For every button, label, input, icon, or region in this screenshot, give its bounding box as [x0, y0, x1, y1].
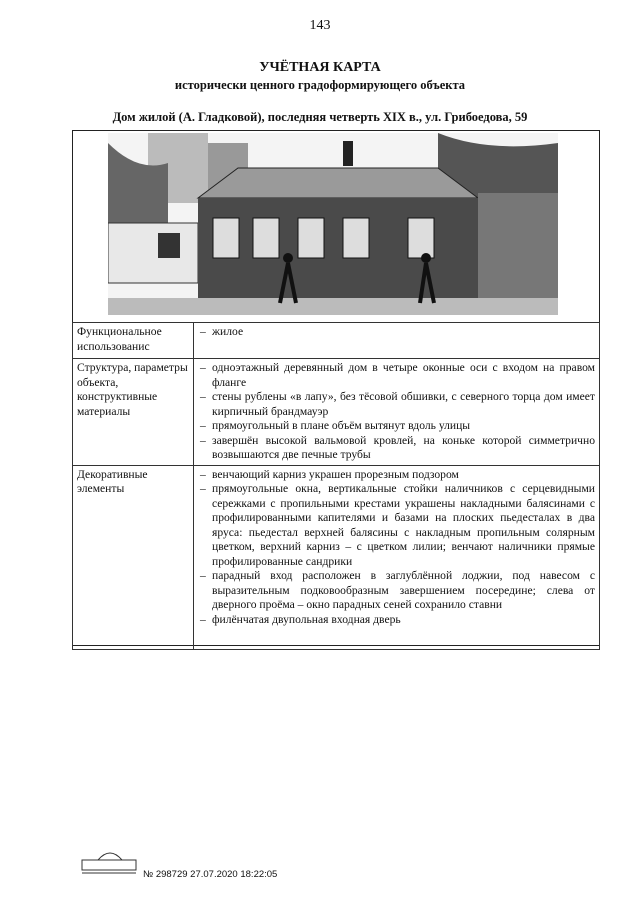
table-row: [73, 323, 600, 359]
list-item: – жилое: [198, 325, 595, 340]
registration-stamp: № 298729 27.07.2020 18:22:05: [143, 869, 278, 880]
building-photo: [108, 133, 558, 315]
list-item: – одноэтажный деревянный дом в четыре оконные оси с входом на правом фланге: [198, 361, 595, 390]
list-item: – филёнчатая двупольная входная дверь: [198, 613, 595, 628]
document-subtitle: исторически ценного градоформирующего объекта: [174, 78, 466, 92]
list-item: – парадный вход расположен в заглублённой лоджии, под навесом с выразительным подковообразным завершением посередине; слева от дверного проёма – окно парадных сеней сохранило ставни: [198, 569, 595, 613]
list-item: – прямоугольный в плане объём вытянут вдоль улицы: [198, 419, 595, 434]
list-item: – прямоугольные окна, вертикальные стойки наличников с серцевидными сережками с пропильными крестами украшены накладными балясинами с профилированными капителями и базами на плоских пьедесталах в два яруса: пьедестал верхней балясины с накладным пропильным солярным цветком, верхний карниз – с цветком лилии; венчают наличники прямые профилированные сандрики: [198, 482, 595, 569]
row-label: Декоративные элементы: [73, 465, 194, 649]
object-name: Дом жилой (А. Гладковой), последняя четверть XIX в., ул. Грибоедова, 59: [112, 110, 528, 124]
list-item: – венчающий карниз украшен прорезным подзором: [198, 468, 595, 483]
list-item: – стены рублены «в лапу», без тёсовой обшивки, с северного торца дом имеет кирпичный брандмауэр: [198, 390, 595, 419]
list-item: – завершён высокой вальмовой кровлей, на коньке которой симметрично возвышаются две печные трубы: [198, 434, 595, 463]
page-number: 143: [309, 18, 331, 33]
attributes-table: [72, 322, 600, 650]
document-title: УЧЁТНАЯ КАРТА: [259, 60, 381, 75]
government-emblem-stamp: [78, 848, 140, 876]
row-label: Структура, параметры объекта, конструктивные материалы: [73, 359, 194, 466]
table-row: [73, 465, 600, 649]
row-label: Функциональное использованис: [73, 323, 194, 359]
table-row: [73, 359, 600, 466]
